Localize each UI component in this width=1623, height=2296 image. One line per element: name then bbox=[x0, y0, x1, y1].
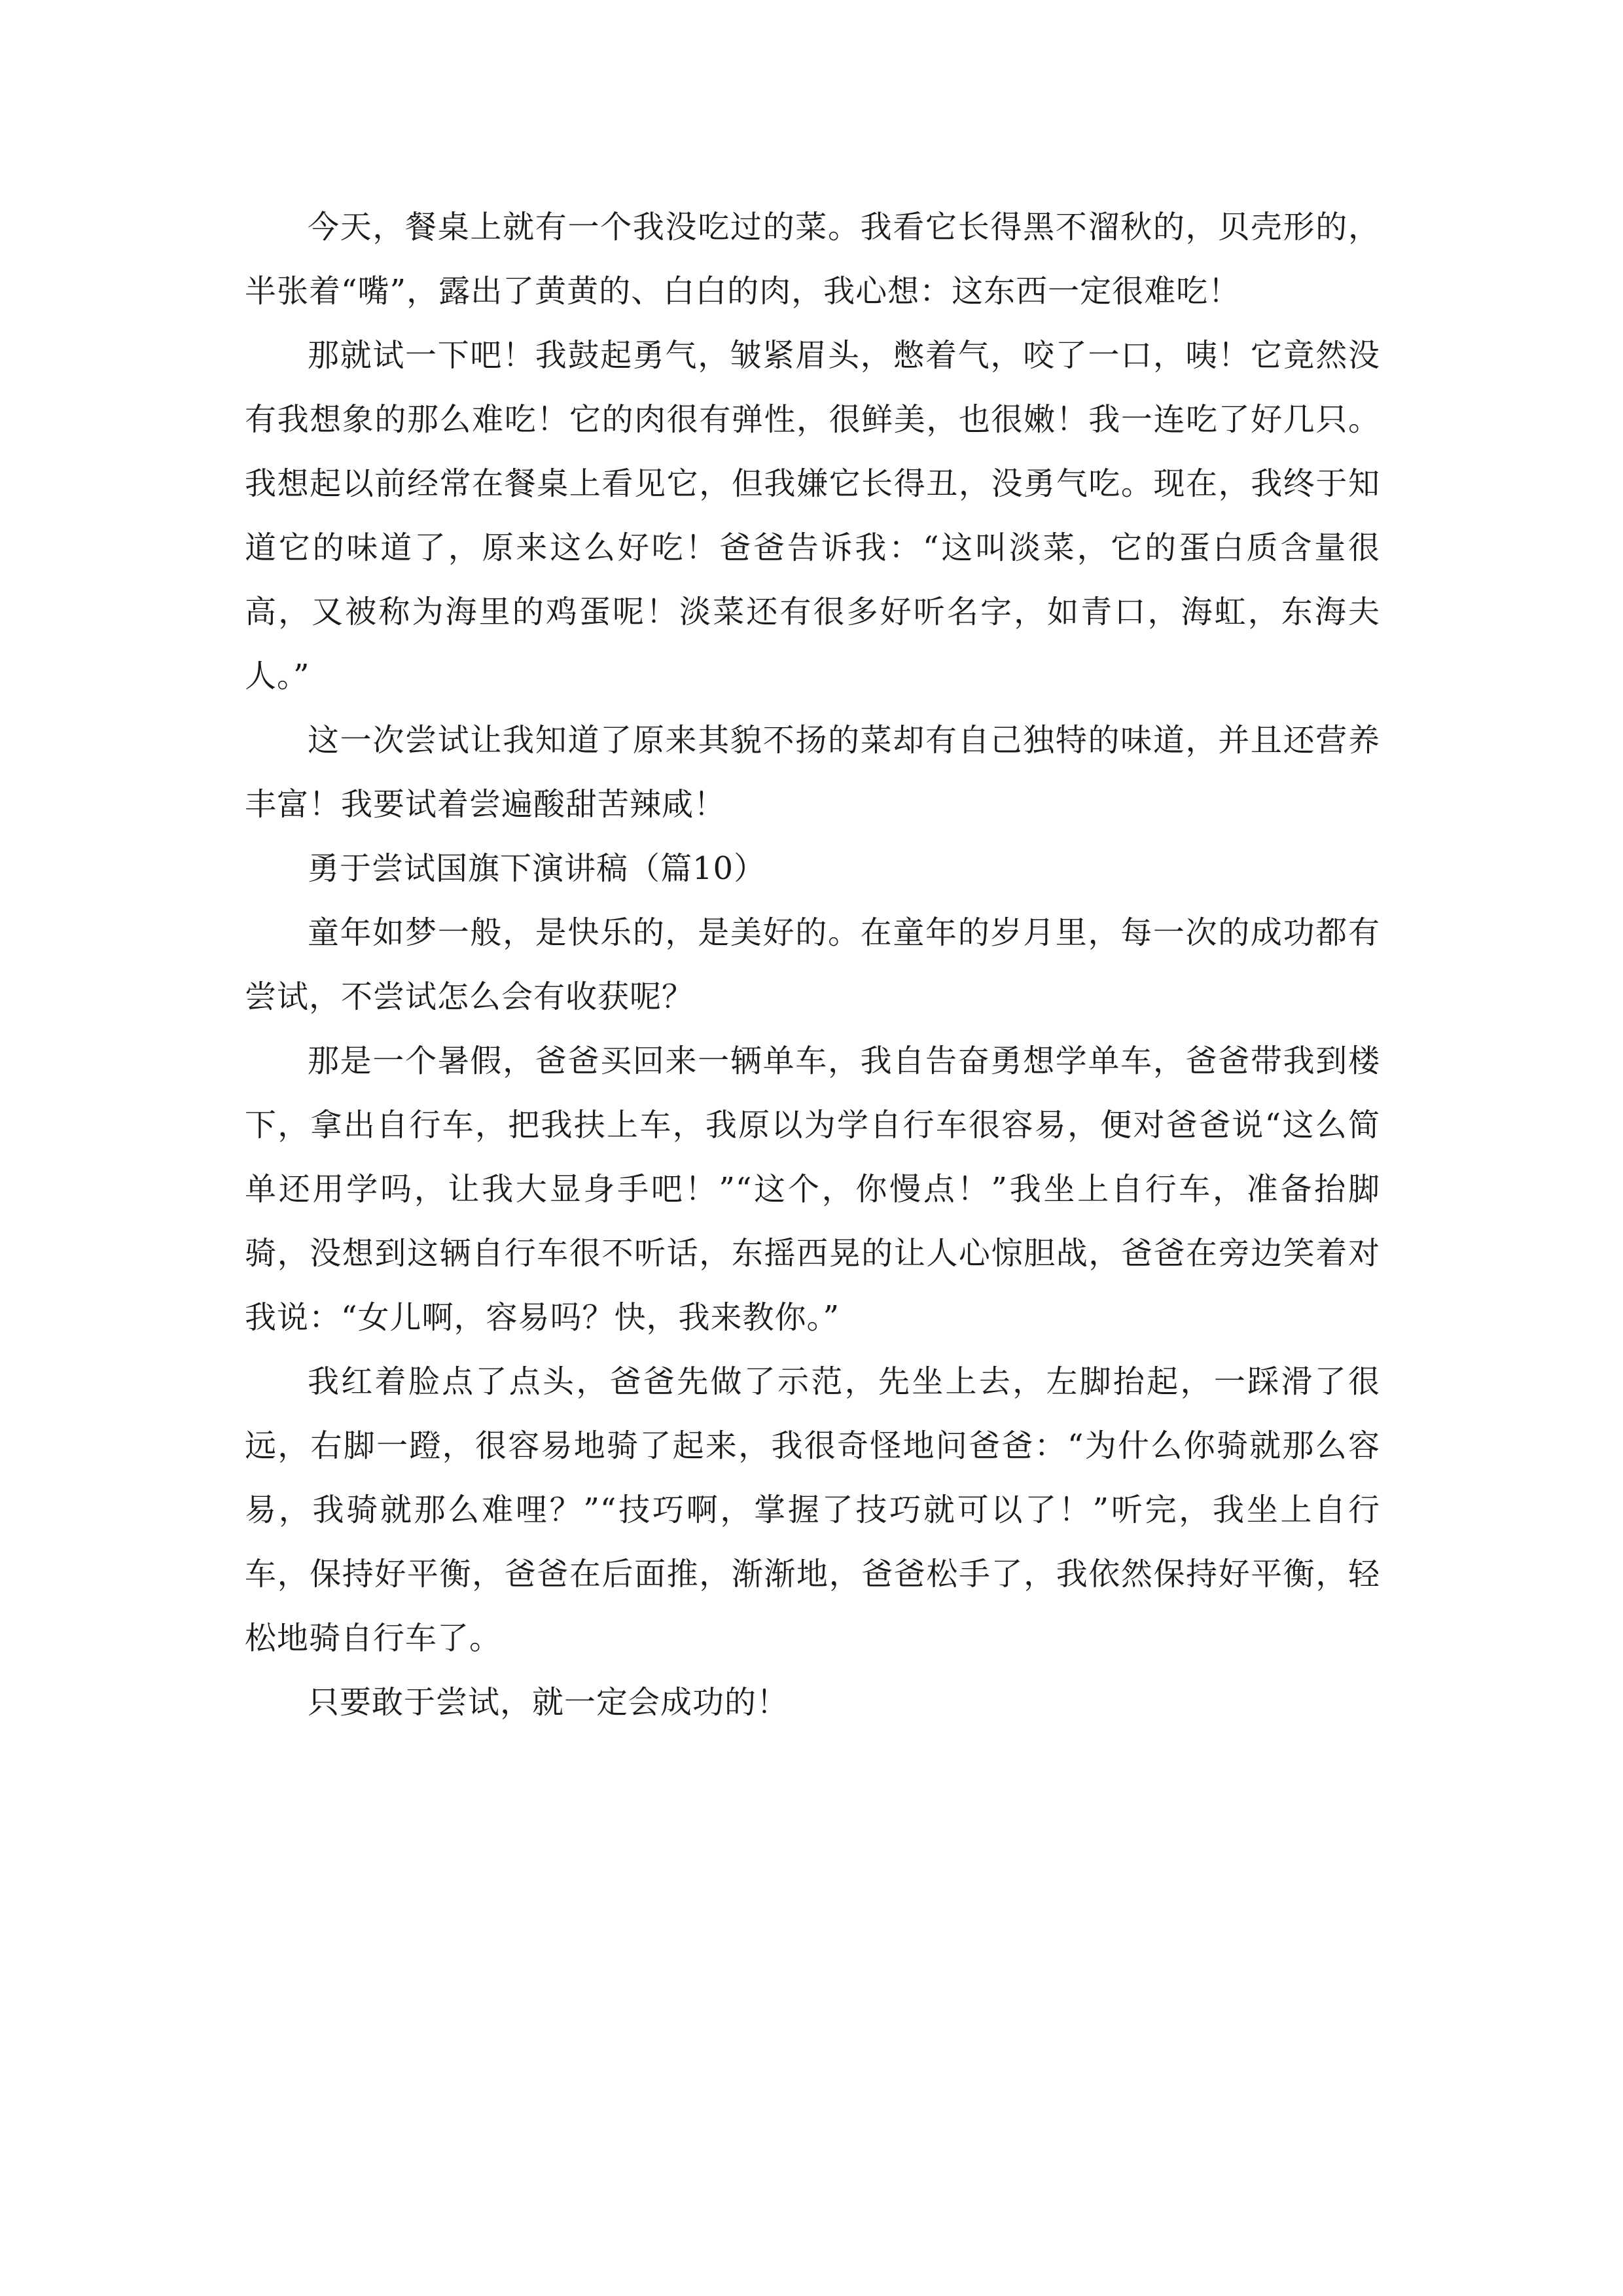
paragraph-1: 今天，餐桌上就有一个我没吃过的菜。我看它长得黑不溜秋的，贝壳形的，半张着“嘴”，露出了黄黄的、白白的肉，我心想：这东西一定很难吃！ bbox=[245, 209, 1380, 310]
section-heading: 勇于尝试国旗下演讲稿（篇10） bbox=[308, 850, 766, 887]
paragraph-5: 那是一个暑假，爸爸买回来一辆单车，我自告奋勇想学单车，爸爸带我到楼下，拿出自行车，把我扶上车，我原以为学自行车很容易，便对爸爸说“这么简单还用学吗，让我大显身手吧！”“这个，你慢点！”我坐上自行车，准备抬脚骑，没想到这辆自行车很不听话，东摇西晃的让人心惊胆战，爸爸在旁边笑着对我说：“女儿啊，容易吗？快，我来教你。” bbox=[245, 1043, 1380, 1336]
paragraph-7: 只要敢于尝试，就一定会成功的！ bbox=[308, 1684, 789, 1721]
paragraph-3: 这一次尝试让我知道了原来其貌不扬的菜却有自己独特的味道，并且还营养丰富！我要试着尝遍酸甜苦辣咸！ bbox=[245, 722, 1380, 823]
document-body bbox=[245, 195, 1380, 1734]
paragraph-2: 那就试一下吧！我鼓起勇气，皱紧眉头，憋着气，咬了一口，咦！它竟然没有我想象的那么难吃！它的肉很有弹性，很鲜美，也很嫩！我一连吃了好几只。我想起以前经常在餐桌上看见它，但我嫌它长得丑，没勇气吃。现在，我终于知道它的味道了，原来这么好吃！爸爸告诉我：“这叫淡菜，它的蛋白质含量很高，又被称为海里的鸡蛋呢！淡菜还有很多好听名字，如青口，海虹，东海夫人。” bbox=[245, 337, 1380, 694]
paragraph-6: 我红着脸点了点头，爸爸先做了示范，先坐上去，左脚抬起，一踩滑了很远，右脚一蹬，很容易地骑了起来，我很奇怪地问爸爸：“为什么你骑就那么容易，我骑就那么难哩？”“技巧啊，掌握了技巧就可以了！”听完，我坐上自行车，保持好平衡，爸爸在后面推，渐渐地，爸爸松手了，我依然保持好平衡，轻松地骑自行车了。 bbox=[245, 1363, 1380, 1657]
paragraph-4: 童年如梦一般，是快乐的，是美好的。在童年的岁月里，每一次的成功都有尝试，不尝试怎么会有收获呢？ bbox=[245, 914, 1380, 1015]
